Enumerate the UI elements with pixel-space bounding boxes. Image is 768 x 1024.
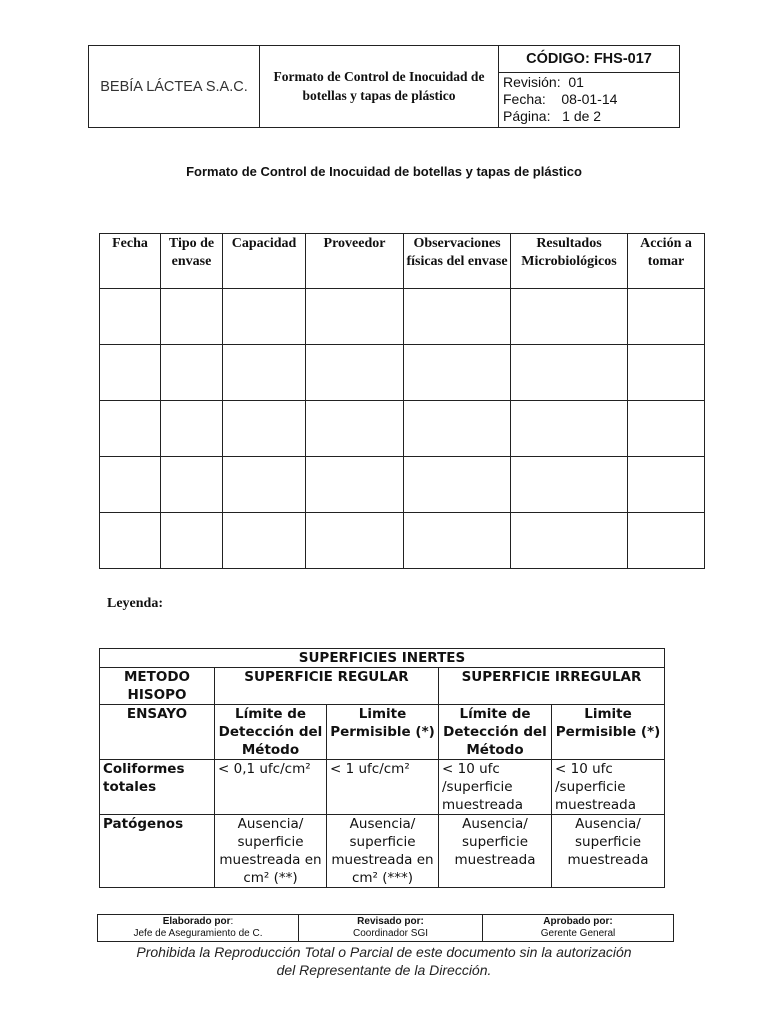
- coliformes-irregular-detection: < 10 ufc /superficie muestreada: [439, 760, 552, 815]
- document-code: CÓDIGO: FHS-017: [499, 46, 680, 73]
- regular-detection-header: Límite de Detección del Método: [215, 705, 327, 760]
- column-header-capacidad: Capacidad: [223, 234, 306, 289]
- table-cell[interactable]: [404, 513, 511, 569]
- revision-line: [503, 74, 679, 91]
- table-cell[interactable]: [223, 513, 306, 569]
- coliformes-irregular-permissible: < 10 ufc /superficie muestreada: [552, 760, 665, 815]
- patogenos-irregular-detection: Ausencia/ superficie muestreada: [439, 815, 552, 888]
- regular-permissible-header: Limite Permisible (*): [327, 705, 439, 760]
- surfaces-title: SUPERFICIES INERTES: [100, 649, 665, 668]
- date-value: 08-01-14: [561, 91, 618, 107]
- irregular-permissible-header: Limite Permisible (*): [552, 705, 665, 760]
- table-cell[interactable]: [161, 457, 223, 513]
- table-cell[interactable]: [511, 289, 628, 345]
- table-cell[interactable]: [628, 401, 705, 457]
- table-cell[interactable]: [223, 289, 306, 345]
- page-label: Página:: [503, 108, 551, 124]
- table-row: [100, 289, 705, 345]
- column-header-accion: Acción a tomar: [628, 234, 705, 289]
- prepared-by-value: Jefe de Aseguramiento de C.: [133, 928, 263, 939]
- table-cell[interactable]: [223, 345, 306, 401]
- table-cell[interactable]: [223, 457, 306, 513]
- table-cell[interactable]: [628, 513, 705, 569]
- table-cell[interactable]: [161, 401, 223, 457]
- prepared-by-label: Elaborado por: [162, 916, 231, 927]
- revision-value: 01: [568, 74, 584, 90]
- table-cell[interactable]: [100, 457, 161, 513]
- control-table-header: [100, 234, 705, 289]
- table-cell[interactable]: [628, 457, 705, 513]
- table-cell[interactable]: [161, 289, 223, 345]
- table-cell[interactable]: [306, 401, 404, 457]
- table-cell[interactable]: [306, 513, 404, 569]
- prepared-by-colon: :: [230, 916, 234, 927]
- table-cell[interactable]: [404, 289, 511, 345]
- patogenos-regular-permissible: Ausencia/ superficie muestreada en cm² (***): [327, 815, 439, 888]
- approved-by-label: Aprobado por:: [543, 916, 613, 927]
- table-cell[interactable]: [511, 457, 628, 513]
- page-value: 1 de 2: [562, 108, 602, 124]
- prepared-by-cell: [98, 915, 299, 942]
- irregular-detection-header: Límite de Detección del Método: [439, 705, 552, 760]
- irregular-surface-header: SUPERFICIE IRREGULAR: [439, 668, 665, 705]
- table-cell[interactable]: [404, 401, 511, 457]
- table-cell[interactable]: [100, 345, 161, 401]
- column-header-resultados: Resultados Microbiológicos: [511, 234, 628, 289]
- table-cell[interactable]: [306, 345, 404, 401]
- column-header-fecha: Fecha: [100, 234, 161, 289]
- table-cell[interactable]: [100, 289, 161, 345]
- reviewed-by-value: Coordinador SGI: [352, 928, 429, 939]
- document-meta: [499, 73, 680, 128]
- coliformes-regular-permissible: < 1 ufc/cm²: [327, 760, 439, 815]
- footer-line-2: del Representante de la Dirección.: [276, 962, 492, 978]
- page-line: [503, 108, 679, 125]
- approved-by-value: Gerente General: [540, 928, 616, 939]
- prepared-by-heading: [100, 916, 296, 928]
- test-label: ENSAYO: [100, 705, 215, 760]
- table-cell[interactable]: [100, 401, 161, 457]
- table-row: [100, 760, 665, 815]
- column-header-observaciones: Observaciones físicas del envase: [404, 234, 511, 289]
- table-cell[interactable]: [161, 345, 223, 401]
- date-label: Fecha:: [503, 91, 546, 107]
- column-header-proveedor: Proveedor: [306, 234, 404, 289]
- table-cell[interactable]: [404, 345, 511, 401]
- patogenos-regular-detection: Ausencia/ superficie muestreada en cm² (**): [215, 815, 327, 888]
- table-cell[interactable]: [161, 513, 223, 569]
- row-label-patogenos: Patógenos: [100, 815, 215, 888]
- reviewed-by-label: Revisado por:: [357, 916, 424, 927]
- document-title: Formato de Control de Inocuidad de botellas y tapas de plástico: [186, 164, 582, 179]
- table-cell[interactable]: [100, 513, 161, 569]
- table-row: [100, 815, 665, 888]
- table-cell[interactable]: [306, 289, 404, 345]
- table-cell[interactable]: [511, 345, 628, 401]
- company-name: BEBÍA LÁCTEA S.A.C.: [89, 46, 260, 128]
- legend-label: Leyenda:: [107, 596, 163, 611]
- footer-line-1: Prohibida la Reproducción Total o Parcial de este documento sin la autorización: [136, 944, 632, 960]
- coliformes-regular-detection: < 0,1 ufc/cm²: [215, 760, 327, 815]
- control-table: [99, 233, 705, 569]
- table-cell[interactable]: [511, 401, 628, 457]
- table-row: [100, 457, 705, 513]
- table-cell[interactable]: [404, 457, 511, 513]
- date-line: [503, 91, 679, 108]
- table-cell[interactable]: [628, 289, 705, 345]
- table-cell[interactable]: [511, 513, 628, 569]
- column-header-tipo-envase: Tipo de envase: [161, 234, 223, 289]
- footer-notice: [0, 943, 768, 979]
- table-cell[interactable]: [223, 401, 306, 457]
- table-row: [100, 345, 705, 401]
- table-row: [100, 513, 705, 569]
- surfaces-table: [99, 648, 665, 888]
- signature-block: [97, 914, 674, 942]
- document-header: [88, 45, 680, 128]
- table-cell[interactable]: [628, 345, 705, 401]
- regular-surface-header: SUPERFICIE REGULAR: [215, 668, 439, 705]
- row-label-coliformes: Coliformes totales: [100, 760, 215, 815]
- method-label: METODO HISOPO: [100, 668, 215, 705]
- patogenos-irregular-permissible: Ausencia/ superficie muestreada: [552, 815, 665, 888]
- table-row: [100, 401, 705, 457]
- revision-label: Revisión:: [503, 74, 561, 90]
- table-cell[interactable]: [306, 457, 404, 513]
- approved-by-cell: [483, 915, 674, 942]
- reviewed-by-cell: [299, 915, 483, 942]
- form-title: Formato de Control de Inocuidad de botellas y tapas de plástico: [260, 46, 499, 128]
